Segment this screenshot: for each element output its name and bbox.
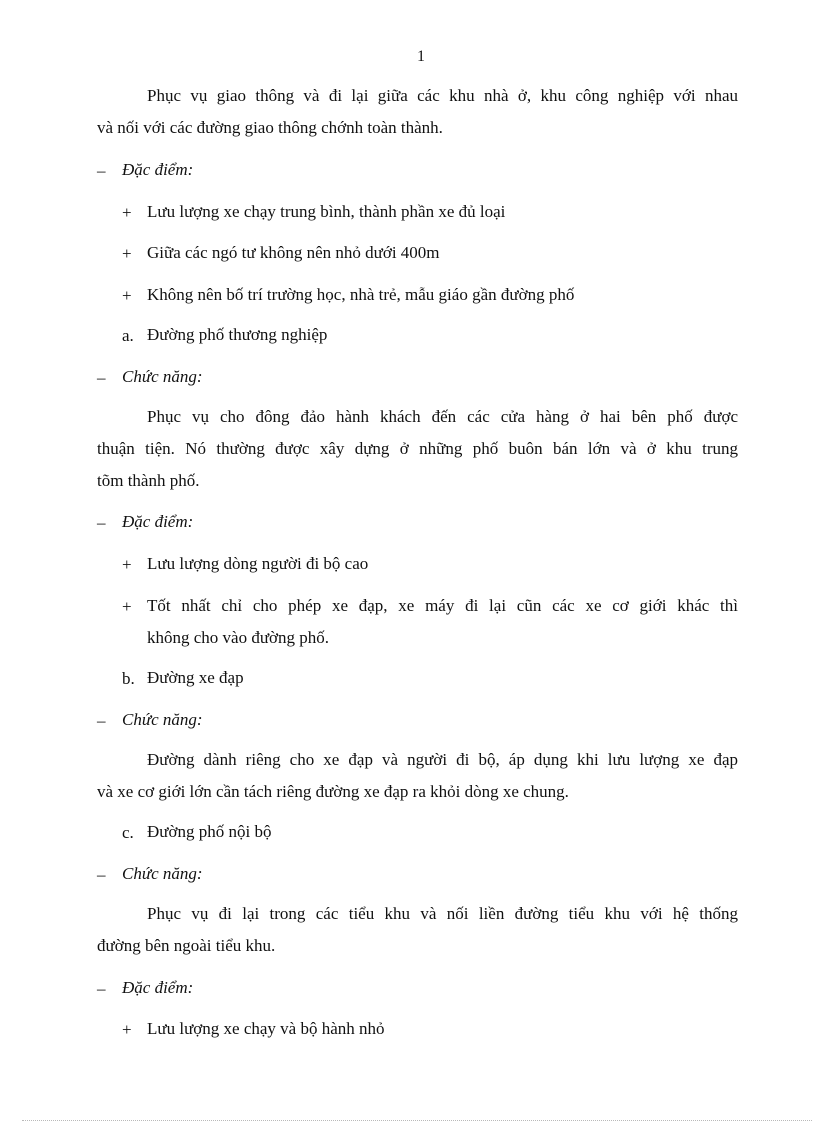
list-letter: b. [122, 669, 135, 688]
plus-marker: + [122, 203, 132, 222]
subsection-heading: Đường xe đạp [147, 668, 244, 687]
section-label: Chức năng: [122, 710, 203, 729]
subsection-heading: Đường phố nội bộ [147, 822, 272, 841]
section-label: Đặc điểm: [122, 512, 194, 531]
bullet-text: Giữa các ngó tư không nên nhỏ dưới 400m [147, 243, 440, 262]
plus-marker: + [122, 555, 132, 574]
section-label: Đặc điểm: [122, 978, 194, 997]
plus-marker: + [122, 597, 132, 616]
section-label: Chức năng: [122, 367, 203, 386]
bullet-text: Tốt nhất chỉ cho phép xe đạp, xe máy đi lại cũn các xe cơ giới khác thì [147, 596, 738, 615]
bullet-text: không cho vào đường phố. [147, 628, 330, 647]
dash-marker: – [97, 865, 106, 884]
bullet-text: Lưu lượng dòng người đi bộ cao [147, 554, 369, 573]
dash-marker: – [97, 161, 106, 180]
subsection-heading: Đường phố thương nghiệp [147, 325, 328, 344]
dash-marker: – [97, 513, 106, 532]
page-bottom-rule [22, 1120, 812, 1121]
list-letter: c. [122, 823, 134, 842]
paragraph-line: Phục vụ đi lại trong các tiểu khu và nối liền đường tiểu khu với hệ thống [147, 904, 738, 923]
plus-marker: + [122, 1020, 132, 1039]
paragraph-line: tõm thành phố. [97, 471, 200, 490]
paragraph-line: Phục vụ cho đông đảo hành khách đến các cửa hàng ở hai bên phố được [147, 407, 738, 426]
bullet-text: Lưu lượng xe chạy trung bình, thành phần xe đủ loại [147, 202, 506, 221]
paragraph-line: thuận tiện. Nó thường được xây dựng ở những phố buôn bán lớn và ở khu trung [97, 439, 738, 458]
dash-marker: – [97, 711, 106, 730]
list-letter: a. [122, 326, 134, 345]
page-number: 1 [417, 48, 425, 65]
plus-marker: + [122, 286, 132, 305]
paragraph-line: Phục vụ giao thông và đi lại giữa các khu nhà ở, khu công nghiệp với nhau [147, 86, 738, 105]
paragraph-line: Đường dành riêng cho xe đạp và người đi bộ, áp dụng khi lưu lượng xe đạp [147, 750, 738, 769]
paragraph-line: đường bên ngoài tiểu khu. [97, 936, 276, 955]
section-label: Chức năng: [122, 864, 203, 883]
dash-marker: – [97, 979, 106, 998]
paragraph-line: và xe cơ giới lớn cần tách riêng đường xe đạp ra khỏi dòng xe chung. [97, 782, 569, 801]
dash-marker: – [97, 368, 106, 387]
paragraph-line: và nối với các đường giao thông chớnh toàn thành. [97, 118, 443, 137]
bullet-text: Không nên bố trí trường học, nhà trẻ, mẫu giáo gần đường phố [147, 285, 575, 304]
plus-marker: + [122, 244, 132, 263]
bullet-text: Lưu lượng xe chạy và bộ hành nhỏ [147, 1019, 385, 1038]
section-label: Đặc điểm: [122, 160, 194, 179]
